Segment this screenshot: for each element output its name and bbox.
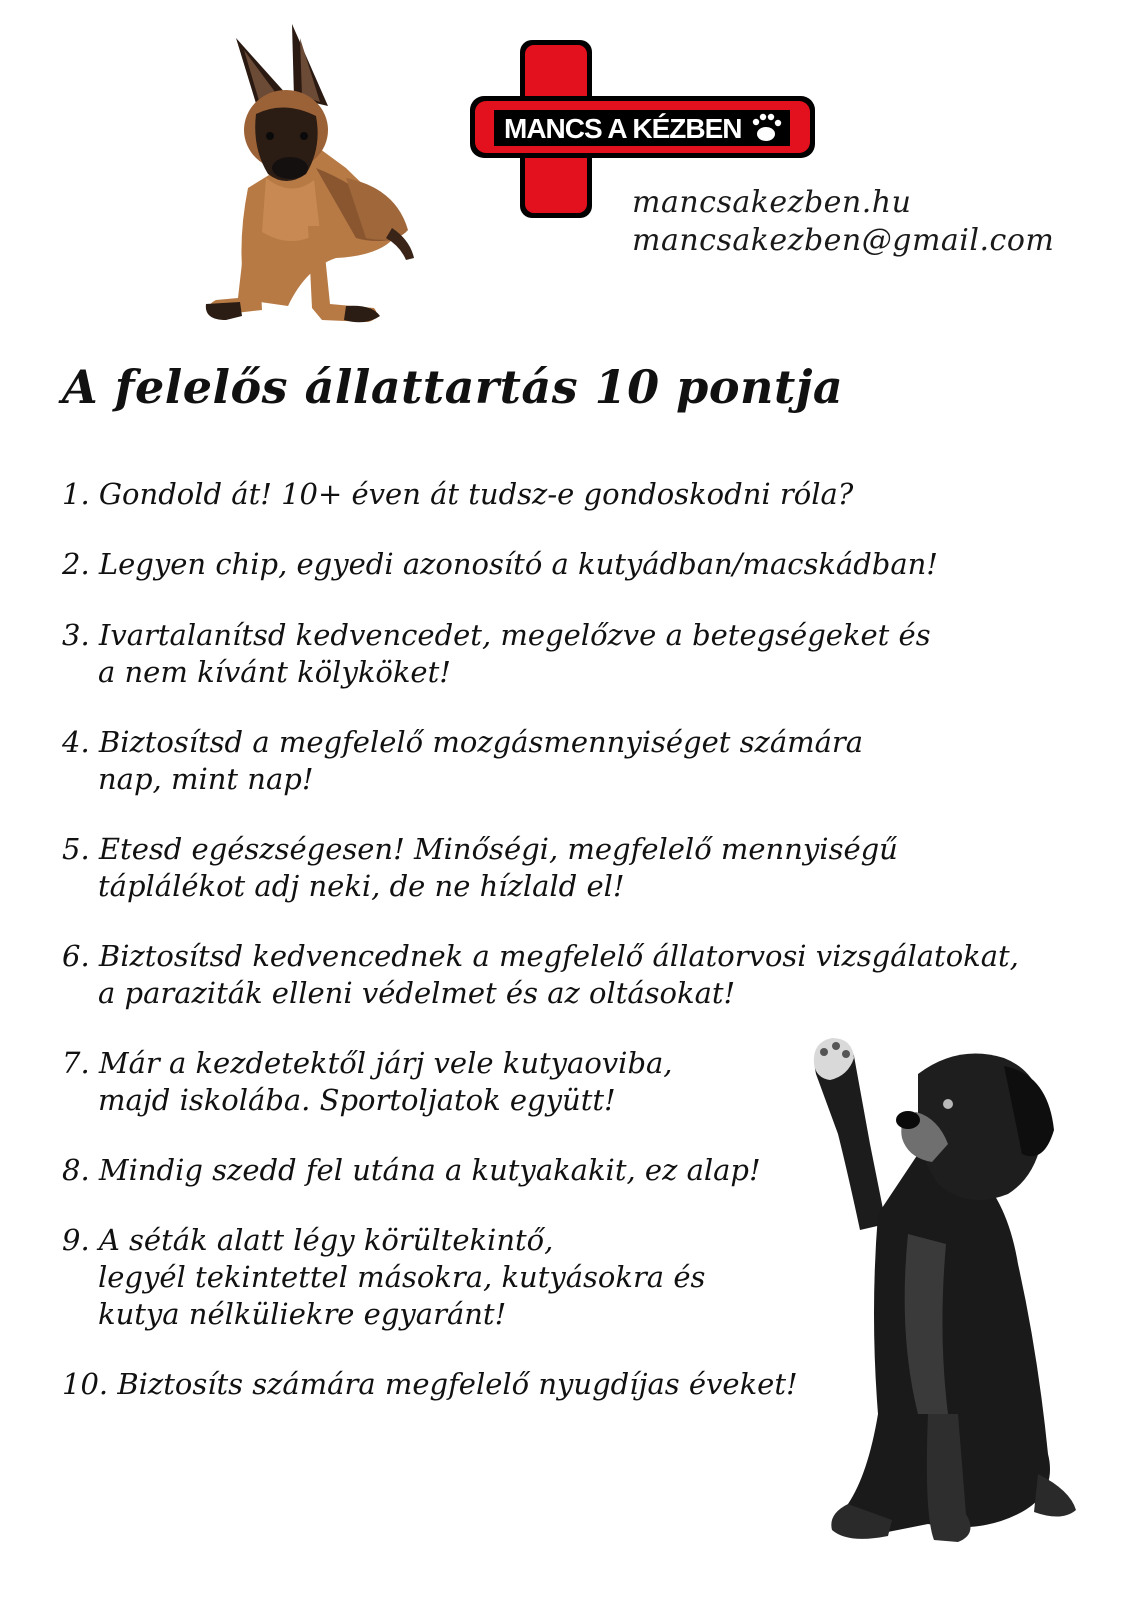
list-item <box>62 1045 673 1119</box>
list-item <box>62 1152 761 1189</box>
item-text: majd iskolába. Sportoljatok együtt! <box>98 1083 616 1117</box>
item-number: 5. <box>62 832 90 866</box>
item-text: táplálékot adj neki, de ne hízlald el! <box>98 869 625 903</box>
item-number: 6. <box>62 939 90 973</box>
item-text: Biztosítsd a megfelelő mozgásmennyiséget számára <box>98 725 864 759</box>
item-text: Biztosíts számára megfelelő nyugdíjas éveket! <box>117 1367 798 1401</box>
item-number: 1. <box>62 477 90 511</box>
item-number: 2. <box>62 547 90 581</box>
item-text: nap, mint nap! <box>98 762 314 796</box>
item-text: Etesd egészségesen! Minőségi, megfelelő mennyiségű <box>98 832 898 866</box>
item-text: Már a kezdetektől járj vele kutyaoviba, <box>98 1046 673 1080</box>
item-text: Ivartalanítsd kedvencedet, megelőzve a betegségeket és <box>98 618 931 652</box>
item-number: 4. <box>62 725 90 759</box>
item-number: 9. <box>62 1223 90 1257</box>
puppy-photo <box>196 18 418 330</box>
email-link[interactable]: mancsakezben@gmail.com <box>632 223 1055 258</box>
item-text: Mindig szedd fel utána a kutyakakit, ez alap! <box>98 1153 761 1187</box>
list-item <box>62 617 931 691</box>
item-text: Gondold át! 10+ éven át tudsz-e gondoskodni róla? <box>98 477 854 511</box>
contact-info <box>632 184 1054 260</box>
item-text: Biztosítsd kedvencednek a megfelelő állatorvosi vizsgálatokat, <box>98 939 1019 973</box>
list-item <box>62 476 853 513</box>
item-number: 3. <box>62 618 90 652</box>
item-number: 7. <box>62 1046 90 1080</box>
item-text: A séták alatt légy körültekintő, <box>98 1223 554 1257</box>
item-text: a nem kívánt kölyköket! <box>98 655 451 689</box>
item-text: legyél tekintettel másokra, kutyásokra és <box>98 1260 706 1294</box>
list-item <box>62 1222 705 1333</box>
list-item <box>62 1366 798 1403</box>
dog-raising-paw-photo <box>808 1034 1080 1554</box>
list-item <box>62 546 938 583</box>
item-text: a paraziták elleni védelmet és az oltásokat! <box>98 976 736 1010</box>
item-text: kutya nélküliekre egyaránt! <box>98 1297 507 1331</box>
list-item <box>62 831 898 905</box>
item-number: 10. <box>62 1367 109 1401</box>
logo-text: MANCS A KÉZBEN <box>504 113 742 144</box>
website-link[interactable]: mancsakezben.hu <box>632 185 912 220</box>
page-title: A felelős állattartás 10 pontja <box>62 360 844 414</box>
item-number: 8. <box>62 1153 90 1187</box>
item-text: Legyen chip, egyedi azonosító a kutyádban/macskádban! <box>98 547 938 581</box>
list-item <box>62 724 863 798</box>
list-item <box>62 938 1019 1012</box>
